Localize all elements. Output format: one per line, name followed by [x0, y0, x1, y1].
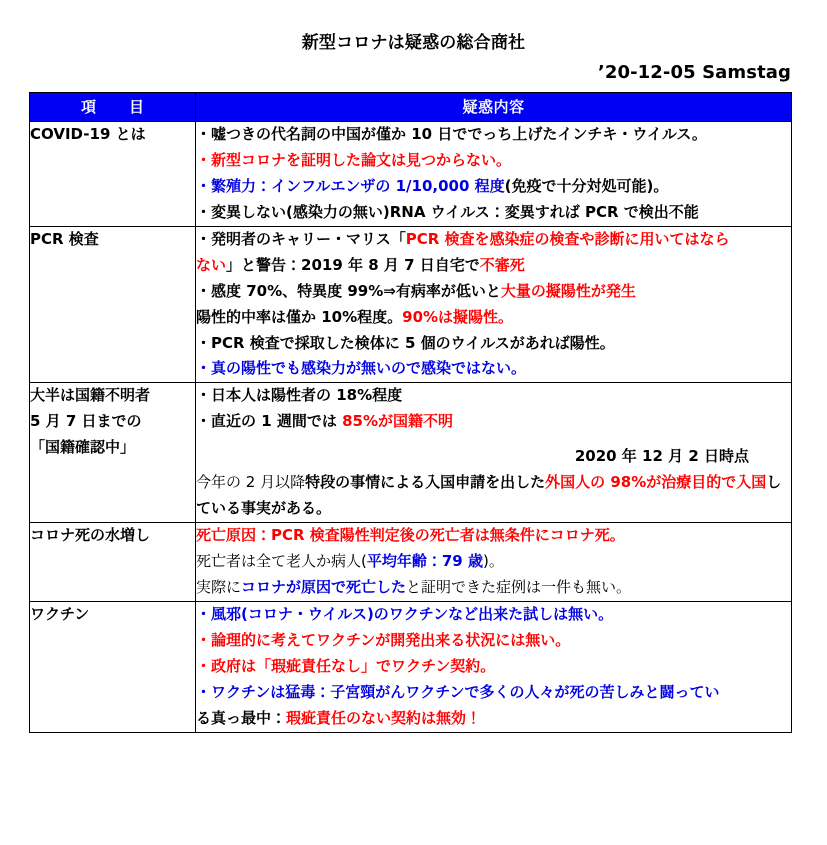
content-span: ・政府は「瑕疵責任なし」でワクチン契約。 [196, 656, 496, 675]
content-line [196, 706, 791, 732]
content-line [196, 279, 791, 305]
row-content [196, 601, 792, 732]
content-span: ・直近の 1 週間では [196, 412, 343, 431]
content-span: 瑕疵責任のない契約は無効！ [286, 708, 482, 727]
content-line [196, 122, 791, 148]
content-span: 85%が国籍不明 [342, 412, 454, 431]
suspicion-table-wrapper [29, 92, 791, 733]
content-span: ・繁殖力：インフルエンザの 1/10,000 程度 [196, 176, 505, 195]
content-span: 今年の 2 月以降 [196, 473, 306, 492]
table-row [30, 122, 792, 227]
content-span: 特段の事情による入国申請を出した [305, 473, 546, 492]
row-item-line: 大半は国籍不明者 [30, 386, 151, 405]
row-item-line: 「国籍確認中」 [30, 438, 136, 457]
row-item-label [30, 122, 196, 227]
content-line [196, 680, 791, 706]
column-header-content: 疑惑内容 [196, 93, 792, 122]
content-line [196, 470, 791, 522]
content-line [196, 331, 791, 357]
row-item-label [30, 226, 196, 383]
content-span: 大量の擬陽性が発生 [500, 281, 636, 300]
content-line [196, 383, 791, 409]
content-span: ない [196, 255, 227, 274]
content-span: ・真の陽性でも感染力が無いので感染ではない。 [196, 359, 527, 378]
content-span: ・発明者のキャリー・マリス「 [196, 229, 406, 248]
row-item-line: ワクチン [30, 604, 90, 623]
table-row [30, 383, 792, 523]
content-span: ・論理的に考えてワクチンが開発出来る状況には無い。 [196, 630, 571, 649]
document-date: ’20-12-05 Samstag [597, 62, 791, 84]
content-span: 陽性的中率は僅か 10%程度。 [196, 307, 403, 326]
content-line [196, 549, 791, 575]
row-item-label [30, 601, 196, 732]
content-line [196, 174, 791, 200]
content-line [196, 200, 791, 226]
content-span: )。 [482, 552, 504, 570]
content-span: ・ワクチンは猛毒：子宮頸がんワクチンで多くの人々が死の苦しみと闘ってい [196, 682, 720, 701]
content-line [196, 227, 791, 253]
column-header-item: 項 目 [30, 93, 196, 122]
content-span: PCR 検査を感染症の検査や診断に用いてはなら [405, 229, 730, 248]
content-line [196, 523, 791, 549]
content-span: ・PCR 検査で採取した検体に 5 個のウイルスがあれば陽性。 [196, 333, 615, 352]
table-body [30, 122, 792, 733]
content-span: 死亡原因：PCR 検査陽性判定後の死亡者は無条件にコロナ死。 [196, 526, 625, 545]
content-line [196, 628, 791, 654]
row-item-line: コロナ死の水増し [30, 526, 151, 545]
content-line [196, 602, 791, 628]
table-row [30, 601, 792, 732]
content-line [196, 148, 791, 174]
content-span: 不審死 [479, 255, 525, 274]
content-span: ・風邪(コロナ・ウイルス)のワクチンなど出来た試しは無い。 [196, 604, 614, 623]
table-header [30, 93, 792, 122]
row-item-line: PCR 検査 [30, 229, 99, 248]
content-line [196, 356, 791, 382]
content-span: ・嘘つきの代名詞の中国が僅か 10 日ででっち上げたインチキ・ウイルス。 [196, 125, 707, 143]
content-line [196, 654, 791, 680]
content-span: ・感度 70%、特異度 99%⇒有病率が低いと [196, 281, 501, 300]
row-content [196, 383, 792, 523]
page-title: 新型コロナは疑惑の総合商社 [301, 33, 526, 53]
row-item-line: 5 月 7 日までの [30, 412, 142, 431]
row-content [196, 523, 792, 602]
content-line [196, 575, 791, 601]
table-header-row [30, 93, 792, 122]
row-item-label [30, 383, 196, 523]
content-line [196, 444, 791, 470]
row-content [196, 226, 792, 383]
content-span: る真っ最中： [196, 708, 287, 727]
content-line [196, 253, 791, 279]
content-line [196, 305, 791, 331]
content-span: コロナが原因で死亡した [241, 577, 407, 596]
content-span: ・日本人は陽性者の 18%程度 [196, 386, 403, 405]
content-span: 死亡者は全て老人か病人( [196, 552, 367, 570]
content-span: と証明できた症例は一件も無い。 [406, 577, 632, 596]
content-span: している事実がある。 [196, 473, 782, 518]
content-span: 」と警告：2019 年 8 月 7 日自宅で [226, 255, 480, 274]
table-row [30, 226, 792, 383]
content-span: 90%は擬陽性。 [402, 307, 514, 326]
content-span: (免疫で十分対処可能)。 [504, 176, 669, 195]
table-row [30, 523, 792, 602]
row-item-line: COVID-19 とは [30, 125, 146, 143]
content-spacer [196, 435, 791, 444]
content-span: 平均年齢：79 歳 [366, 552, 483, 570]
content-line [196, 409, 791, 435]
content-span: ・新型コロナを証明した論文は見つからない。 [196, 150, 512, 169]
row-item-label [30, 523, 196, 602]
content-span: 実際に [196, 577, 242, 596]
content-span: ・変異しない(感染力の無い)RNA ウイルス：変異すれば PCR で検出不能 [196, 202, 699, 221]
suspicion-table [29, 92, 792, 733]
content-span: 2020 年 12 月 2 日時点 [574, 447, 749, 466]
row-content [196, 122, 792, 227]
content-span: 外国人の 98%が治療目的で入国 [545, 473, 767, 492]
